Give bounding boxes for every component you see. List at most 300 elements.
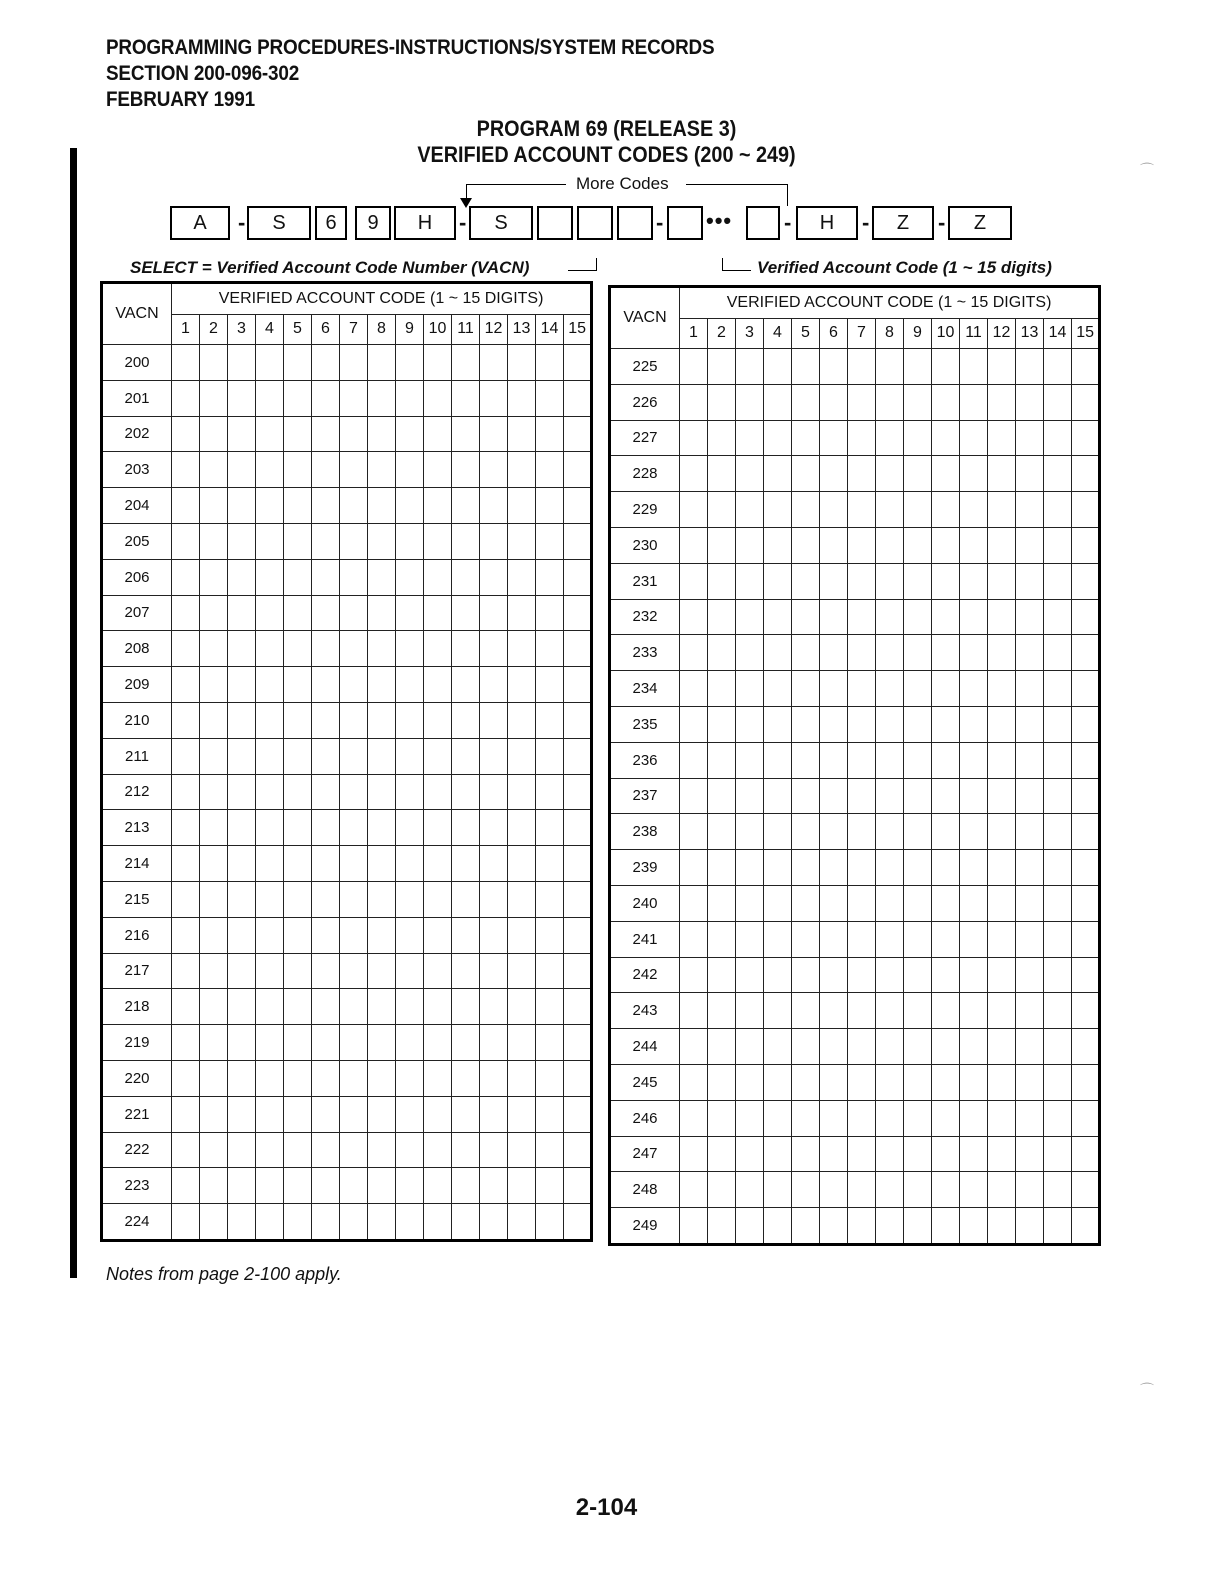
code-digit-cell[interactable] (708, 349, 736, 385)
code-digit-cell[interactable] (1072, 706, 1100, 742)
code-digit-cell[interactable] (1016, 671, 1044, 707)
code-digit-cell[interactable] (764, 921, 792, 957)
code-digit-cell[interactable] (172, 631, 200, 667)
code-digit-cell[interactable] (1016, 1100, 1044, 1136)
code-digit-cell[interactable] (256, 523, 284, 559)
code-digit-cell[interactable] (480, 1025, 508, 1061)
code-digit-cell[interactable] (452, 1168, 480, 1204)
code-digit-cell[interactable] (424, 452, 452, 488)
code-digit-cell[interactable] (960, 885, 988, 921)
code-digit-cell[interactable] (424, 488, 452, 524)
code-digit-cell[interactable] (820, 492, 848, 528)
code-digit-cell[interactable] (1016, 993, 1044, 1029)
code-digit-cell[interactable] (200, 631, 228, 667)
code-digit-cell[interactable] (680, 671, 708, 707)
code-digit-cell[interactable] (228, 810, 256, 846)
code-digit-cell[interactable] (764, 384, 792, 420)
code-digit-cell[interactable] (708, 993, 736, 1029)
code-digit-cell[interactable] (848, 921, 876, 957)
code-digit-cell[interactable] (792, 671, 820, 707)
code-digit-cell[interactable] (988, 563, 1016, 599)
code-digit-cell[interactable] (424, 881, 452, 917)
code-digit-cell[interactable] (1016, 1172, 1044, 1208)
code-digit-cell[interactable] (284, 953, 312, 989)
code-digit-cell[interactable] (340, 488, 368, 524)
code-digit-cell[interactable] (256, 595, 284, 631)
code-digit-cell[interactable] (736, 814, 764, 850)
code-digit-cell[interactable] (876, 1172, 904, 1208)
code-digit-cell[interactable] (876, 527, 904, 563)
code-digit-cell[interactable] (1044, 563, 1072, 599)
code-digit-cell[interactable] (396, 953, 424, 989)
code-digit-cell[interactable] (200, 846, 228, 882)
code-digit-cell[interactable] (1016, 599, 1044, 635)
code-digit-cell[interactable] (368, 1132, 396, 1168)
code-digit-cell[interactable] (508, 1204, 536, 1241)
code-digit-cell[interactable] (536, 1204, 564, 1241)
code-digit-cell[interactable] (564, 917, 592, 953)
code-digit-cell[interactable] (340, 416, 368, 452)
code-digit-cell[interactable] (228, 380, 256, 416)
code-digit-cell[interactable] (932, 921, 960, 957)
code-digit-cell[interactable] (904, 420, 932, 456)
code-digit-cell[interactable] (256, 810, 284, 846)
code-digit-cell[interactable] (312, 631, 340, 667)
code-digit-cell[interactable] (1044, 349, 1072, 385)
code-digit-cell[interactable] (820, 635, 848, 671)
code-digit-cell[interactable] (904, 1136, 932, 1172)
code-digit-cell[interactable] (200, 953, 228, 989)
code-digit-cell[interactable] (452, 595, 480, 631)
code-digit-cell[interactable] (680, 885, 708, 921)
code-digit-cell[interactable] (932, 420, 960, 456)
code-digit-cell[interactable] (200, 1168, 228, 1204)
code-digit-cell[interactable] (736, 1100, 764, 1136)
code-digit-cell[interactable] (536, 452, 564, 488)
code-digit-cell[interactable] (396, 989, 424, 1025)
code-digit-cell[interactable] (200, 452, 228, 488)
code-digit-cell[interactable] (1072, 993, 1100, 1029)
code-digit-cell[interactable] (876, 563, 904, 599)
code-digit-cell[interactable] (480, 488, 508, 524)
code-digit-cell[interactable] (564, 1025, 592, 1061)
code-digit-cell[interactable] (960, 492, 988, 528)
code-digit-cell[interactable] (1072, 492, 1100, 528)
code-digit-cell[interactable] (536, 559, 564, 595)
code-digit-cell[interactable] (256, 1060, 284, 1096)
code-digit-cell[interactable] (988, 1100, 1016, 1136)
code-digit-cell[interactable] (228, 1025, 256, 1061)
code-digit-cell[interactable] (424, 631, 452, 667)
code-digit-cell[interactable] (284, 345, 312, 381)
code-digit-cell[interactable] (1016, 1064, 1044, 1100)
code-digit-cell[interactable] (368, 1096, 396, 1132)
code-digit-cell[interactable] (452, 774, 480, 810)
code-digit-cell[interactable] (200, 523, 228, 559)
code-digit-cell[interactable] (172, 559, 200, 595)
code-digit-cell[interactable] (256, 738, 284, 774)
code-digit-cell[interactable] (736, 384, 764, 420)
code-digit-cell[interactable] (368, 702, 396, 738)
code-digit-cell[interactable] (932, 957, 960, 993)
code-digit-cell[interactable] (708, 527, 736, 563)
code-digit-cell[interactable] (312, 667, 340, 703)
code-digit-cell[interactable] (256, 416, 284, 452)
code-digit-cell[interactable] (340, 595, 368, 631)
code-digit-cell[interactable] (228, 989, 256, 1025)
code-digit-cell[interactable] (200, 702, 228, 738)
code-digit-cell[interactable] (340, 774, 368, 810)
code-digit-cell[interactable] (960, 1029, 988, 1065)
code-digit-cell[interactable] (876, 384, 904, 420)
code-digit-cell[interactable] (988, 993, 1016, 1029)
code-digit-cell[interactable] (396, 523, 424, 559)
code-digit-cell[interactable] (736, 349, 764, 385)
code-digit-cell[interactable] (876, 420, 904, 456)
code-digit-cell[interactable] (1044, 814, 1072, 850)
code-digit-cell[interactable] (368, 631, 396, 667)
code-digit-cell[interactable] (452, 1132, 480, 1168)
code-digit-cell[interactable] (792, 420, 820, 456)
code-digit-cell[interactable] (680, 349, 708, 385)
code-digit-cell[interactable] (848, 993, 876, 1029)
code-digit-cell[interactable] (396, 1025, 424, 1061)
code-digit-cell[interactable] (792, 814, 820, 850)
code-digit-cell[interactable] (284, 917, 312, 953)
code-digit-cell[interactable] (228, 846, 256, 882)
code-digit-cell[interactable] (452, 702, 480, 738)
code-digit-cell[interactable] (764, 885, 792, 921)
code-digit-cell[interactable] (680, 850, 708, 886)
code-digit-cell[interactable] (564, 523, 592, 559)
code-digit-cell[interactable] (256, 917, 284, 953)
code-digit-cell[interactable] (480, 1204, 508, 1241)
code-digit-cell[interactable] (792, 527, 820, 563)
code-digit-cell[interactable] (312, 345, 340, 381)
code-digit-cell[interactable] (284, 989, 312, 1025)
code-digit-cell[interactable] (536, 989, 564, 1025)
code-digit-cell[interactable] (988, 420, 1016, 456)
code-digit-cell[interactable] (988, 1172, 1016, 1208)
code-digit-cell[interactable] (340, 953, 368, 989)
code-digit-cell[interactable] (876, 1029, 904, 1065)
code-digit-cell[interactable] (424, 345, 452, 381)
code-digit-cell[interactable] (1044, 885, 1072, 921)
code-digit-cell[interactable] (424, 702, 452, 738)
code-digit-cell[interactable] (508, 702, 536, 738)
code-digit-cell[interactable] (228, 774, 256, 810)
code-digit-cell[interactable] (508, 774, 536, 810)
code-digit-cell[interactable] (876, 1136, 904, 1172)
code-digit-cell[interactable] (564, 416, 592, 452)
code-digit-cell[interactable] (396, 917, 424, 953)
code-digit-cell[interactable] (988, 850, 1016, 886)
code-digit-cell[interactable] (988, 921, 1016, 957)
code-digit-cell[interactable] (792, 492, 820, 528)
code-digit-cell[interactable] (904, 527, 932, 563)
code-digit-cell[interactable] (904, 456, 932, 492)
code-digit-cell[interactable] (876, 885, 904, 921)
code-digit-cell[interactable] (284, 380, 312, 416)
code-digit-cell[interactable] (200, 738, 228, 774)
code-digit-cell[interactable] (396, 1204, 424, 1241)
code-digit-cell[interactable] (1072, 921, 1100, 957)
code-digit-cell[interactable] (820, 921, 848, 957)
code-digit-cell[interactable] (536, 702, 564, 738)
code-digit-cell[interactable] (792, 921, 820, 957)
code-digit-cell[interactable] (424, 917, 452, 953)
code-digit-cell[interactable] (564, 488, 592, 524)
code-digit-cell[interactable] (904, 742, 932, 778)
code-digit-cell[interactable] (1072, 456, 1100, 492)
code-digit-cell[interactable] (312, 595, 340, 631)
code-digit-cell[interactable] (424, 1204, 452, 1241)
code-digit-cell[interactable] (792, 1208, 820, 1245)
code-digit-cell[interactable] (820, 850, 848, 886)
code-digit-cell[interactable] (736, 885, 764, 921)
code-digit-cell[interactable] (736, 599, 764, 635)
code-digit-cell[interactable] (172, 1025, 200, 1061)
code-digit-cell[interactable] (960, 814, 988, 850)
code-digit-cell[interactable] (876, 349, 904, 385)
code-digit-cell[interactable] (876, 1064, 904, 1100)
code-digit-cell[interactable] (1072, 850, 1100, 886)
code-digit-cell[interactable] (820, 778, 848, 814)
code-digit-cell[interactable] (564, 881, 592, 917)
code-digit-cell[interactable] (1044, 1136, 1072, 1172)
code-digit-cell[interactable] (228, 953, 256, 989)
code-digit-cell[interactable] (508, 559, 536, 595)
code-digit-cell[interactable] (396, 810, 424, 846)
code-digit-cell[interactable] (480, 1060, 508, 1096)
code-digit-cell[interactable] (904, 492, 932, 528)
code-digit-cell[interactable] (340, 1132, 368, 1168)
code-digit-cell[interactable] (736, 1136, 764, 1172)
code-digit-cell[interactable] (284, 523, 312, 559)
code-digit-cell[interactable] (792, 1100, 820, 1136)
code-digit-cell[interactable] (1072, 1064, 1100, 1100)
code-digit-cell[interactable] (340, 917, 368, 953)
code-digit-cell[interactable] (848, 349, 876, 385)
code-digit-cell[interactable] (172, 1168, 200, 1204)
code-digit-cell[interactable] (480, 523, 508, 559)
code-digit-cell[interactable] (848, 384, 876, 420)
code-digit-cell[interactable] (480, 416, 508, 452)
code-digit-cell[interactable] (424, 559, 452, 595)
code-digit-cell[interactable] (312, 1132, 340, 1168)
code-digit-cell[interactable] (536, 488, 564, 524)
code-digit-cell[interactable] (284, 631, 312, 667)
code-digit-cell[interactable] (452, 846, 480, 882)
code-digit-cell[interactable] (396, 595, 424, 631)
code-digit-cell[interactable] (708, 456, 736, 492)
code-digit-cell[interactable] (960, 527, 988, 563)
code-digit-cell[interactable] (904, 957, 932, 993)
code-digit-cell[interactable] (736, 706, 764, 742)
code-digit-cell[interactable] (876, 671, 904, 707)
code-digit-cell[interactable] (708, 1100, 736, 1136)
code-digit-cell[interactable] (340, 810, 368, 846)
code-digit-cell[interactable] (200, 881, 228, 917)
code-digit-cell[interactable] (228, 595, 256, 631)
code-digit-cell[interactable] (480, 881, 508, 917)
code-digit-cell[interactable] (172, 345, 200, 381)
code-digit-cell[interactable] (792, 850, 820, 886)
code-digit-cell[interactable] (368, 380, 396, 416)
code-digit-cell[interactable] (932, 706, 960, 742)
code-digit-cell[interactable] (424, 1168, 452, 1204)
code-digit-cell[interactable] (200, 667, 228, 703)
code-digit-cell[interactable] (200, 345, 228, 381)
code-digit-cell[interactable] (228, 559, 256, 595)
code-digit-cell[interactable] (564, 1204, 592, 1241)
code-digit-cell[interactable] (368, 1025, 396, 1061)
code-digit-cell[interactable] (256, 846, 284, 882)
code-digit-cell[interactable] (876, 814, 904, 850)
code-digit-cell[interactable] (1044, 456, 1072, 492)
code-digit-cell[interactable] (904, 850, 932, 886)
code-digit-cell[interactable] (564, 1132, 592, 1168)
code-digit-cell[interactable] (764, 814, 792, 850)
code-digit-cell[interactable] (848, 814, 876, 850)
code-digit-cell[interactable] (564, 595, 592, 631)
code-digit-cell[interactable] (708, 706, 736, 742)
code-digit-cell[interactable] (820, 957, 848, 993)
code-digit-cell[interactable] (876, 993, 904, 1029)
code-digit-cell[interactable] (564, 345, 592, 381)
code-digit-cell[interactable] (932, 456, 960, 492)
code-digit-cell[interactable] (736, 563, 764, 599)
code-digit-cell[interactable] (312, 989, 340, 1025)
code-digit-cell[interactable] (1016, 635, 1044, 671)
code-digit-cell[interactable] (1016, 492, 1044, 528)
code-digit-cell[interactable] (396, 774, 424, 810)
code-digit-cell[interactable] (172, 881, 200, 917)
code-digit-cell[interactable] (256, 1168, 284, 1204)
code-digit-cell[interactable] (284, 774, 312, 810)
code-digit-cell[interactable] (480, 774, 508, 810)
code-digit-cell[interactable] (960, 993, 988, 1029)
code-digit-cell[interactable] (228, 1204, 256, 1241)
code-digit-cell[interactable] (1016, 814, 1044, 850)
code-digit-cell[interactable] (988, 742, 1016, 778)
code-digit-cell[interactable] (820, 456, 848, 492)
code-digit-cell[interactable] (340, 523, 368, 559)
code-digit-cell[interactable] (708, 563, 736, 599)
code-digit-cell[interactable] (368, 989, 396, 1025)
code-digit-cell[interactable] (536, 1025, 564, 1061)
code-digit-cell[interactable] (256, 559, 284, 595)
code-digit-cell[interactable] (708, 957, 736, 993)
code-digit-cell[interactable] (536, 1060, 564, 1096)
code-digit-cell[interactable] (820, 1172, 848, 1208)
code-digit-cell[interactable] (904, 349, 932, 385)
code-digit-cell[interactable] (932, 1208, 960, 1245)
code-digit-cell[interactable] (564, 989, 592, 1025)
code-digit-cell[interactable] (340, 881, 368, 917)
code-digit-cell[interactable] (200, 917, 228, 953)
code-digit-cell[interactable] (284, 810, 312, 846)
code-digit-cell[interactable] (960, 850, 988, 886)
code-digit-cell[interactable] (452, 559, 480, 595)
code-digit-cell[interactable] (452, 452, 480, 488)
code-digit-cell[interactable] (172, 738, 200, 774)
code-digit-cell[interactable] (228, 738, 256, 774)
code-digit-cell[interactable] (256, 1204, 284, 1241)
code-digit-cell[interactable] (876, 1208, 904, 1245)
code-digit-cell[interactable] (396, 846, 424, 882)
code-digit-cell[interactable] (536, 846, 564, 882)
code-digit-cell[interactable] (452, 345, 480, 381)
code-digit-cell[interactable] (820, 563, 848, 599)
code-digit-cell[interactable] (1072, 1172, 1100, 1208)
code-digit-cell[interactable] (256, 488, 284, 524)
code-digit-cell[interactable] (1072, 885, 1100, 921)
code-digit-cell[interactable] (1044, 420, 1072, 456)
code-digit-cell[interactable] (904, 706, 932, 742)
code-digit-cell[interactable] (820, 1208, 848, 1245)
code-digit-cell[interactable] (172, 810, 200, 846)
code-digit-cell[interactable] (536, 1096, 564, 1132)
code-digit-cell[interactable] (932, 492, 960, 528)
code-digit-cell[interactable] (564, 1060, 592, 1096)
code-digit-cell[interactable] (708, 492, 736, 528)
code-digit-cell[interactable] (764, 706, 792, 742)
code-digit-cell[interactable] (792, 885, 820, 921)
code-digit-cell[interactable] (480, 846, 508, 882)
code-digit-cell[interactable] (424, 1025, 452, 1061)
code-digit-cell[interactable] (764, 527, 792, 563)
code-digit-cell[interactable] (988, 1208, 1016, 1245)
code-digit-cell[interactable] (424, 1132, 452, 1168)
code-digit-cell[interactable] (708, 778, 736, 814)
code-digit-cell[interactable] (708, 384, 736, 420)
code-digit-cell[interactable] (820, 527, 848, 563)
code-digit-cell[interactable] (200, 416, 228, 452)
code-digit-cell[interactable] (988, 384, 1016, 420)
code-digit-cell[interactable] (536, 738, 564, 774)
code-digit-cell[interactable] (368, 452, 396, 488)
code-digit-cell[interactable] (200, 1096, 228, 1132)
code-digit-cell[interactable] (256, 1025, 284, 1061)
code-digit-cell[interactable] (988, 885, 1016, 921)
code-digit-cell[interactable] (876, 456, 904, 492)
code-digit-cell[interactable] (172, 1060, 200, 1096)
code-digit-cell[interactable] (452, 1060, 480, 1096)
code-digit-cell[interactable] (1016, 527, 1044, 563)
code-digit-cell[interactable] (792, 1136, 820, 1172)
code-digit-cell[interactable] (508, 1168, 536, 1204)
code-digit-cell[interactable] (1016, 742, 1044, 778)
code-digit-cell[interactable] (736, 456, 764, 492)
code-digit-cell[interactable] (960, 778, 988, 814)
code-digit-cell[interactable] (508, 953, 536, 989)
code-digit-cell[interactable] (1072, 1029, 1100, 1065)
code-digit-cell[interactable] (792, 456, 820, 492)
code-digit-cell[interactable] (876, 850, 904, 886)
code-digit-cell[interactable] (848, 850, 876, 886)
code-digit-cell[interactable] (680, 1029, 708, 1065)
code-digit-cell[interactable] (480, 917, 508, 953)
code-digit-cell[interactable] (200, 1204, 228, 1241)
code-digit-cell[interactable] (792, 563, 820, 599)
code-digit-cell[interactable] (508, 1025, 536, 1061)
code-digit-cell[interactable] (172, 702, 200, 738)
code-digit-cell[interactable] (396, 1060, 424, 1096)
code-digit-cell[interactable] (564, 452, 592, 488)
code-digit-cell[interactable] (904, 563, 932, 599)
code-digit-cell[interactable] (200, 595, 228, 631)
